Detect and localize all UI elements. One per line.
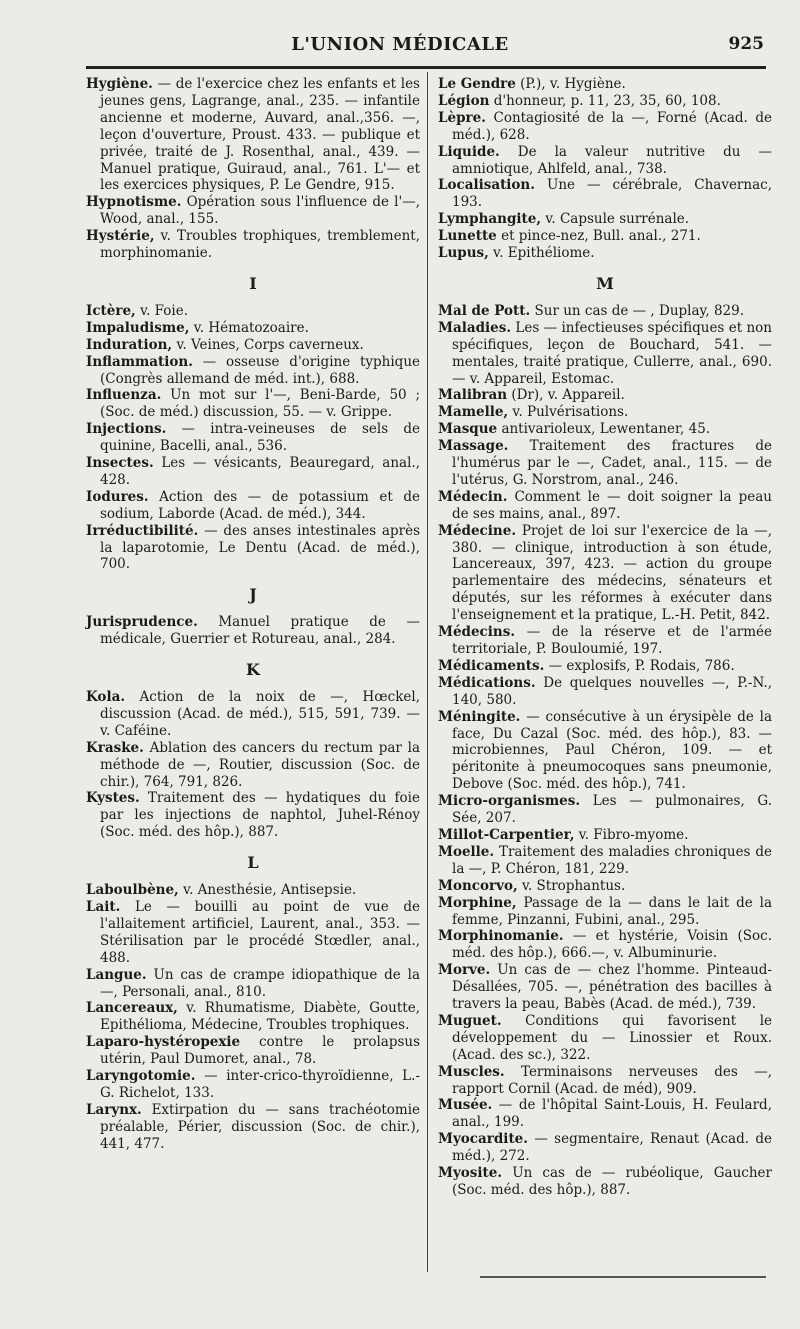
index-entry [438,658,772,675]
entry-headword: Mal de Pott. [438,302,531,319]
entry-headword: Lancereaux, [86,1000,178,1017]
index-entry [438,827,772,844]
index-entry [438,404,772,421]
entry-text: d'honneur, p. 11, 23, 35, 60, 108. [493,92,721,109]
index-entry [86,614,420,648]
entry-text: Action des — de potassium et de sodium, Laborde (Acad. de méd.), 344. [100,488,420,522]
index-entry [438,844,772,878]
entry-text: Un cas de — chez l'homme. Pinteaud-Désallées, 705. —, pénétration des bacilles à travers la peau, Babès (Acad. de méd.), 739. [452,962,772,1013]
entry-text: Un cas de — rubéolique, Gaucher (Soc. méd. des hôp.), 887. [452,1165,772,1198]
entry-headword: Moelle. [438,843,495,860]
entry-headword: Médecine. [438,522,517,539]
entry-headword: Morphine, [438,894,517,911]
header-rule [86,66,766,69]
index-entry [86,1034,420,1068]
index-entry [86,1102,420,1153]
page-number: 925 [728,34,764,54]
entry-text: — inter-crico-thyroïdienne, L.-G. Richelot, 133. [100,1068,421,1101]
index-entry [438,320,772,388]
entry-text: Le — bouilli au point de vue de l'allaitement artificiel, Laurent, anal., 353. — Stérilisation par le procédé Stœdler, anal., 488. [100,898,420,966]
entry-text: contre le prolapsus utérin, Paul Dumoret, anal., 78. [100,1034,421,1068]
entry-text: antivarioleux, Lewentaner, 45. [501,421,711,438]
index-entry [86,421,420,455]
entry-headword: Micro-organismes. [438,793,581,810]
entry-headword: Médecin. [438,488,508,505]
index-entry [86,320,420,337]
entry-text: Action de la noix de —, Hœckel, discussion (Acad. de méd.), 515, 591, 739. — v. Caféine. [100,689,420,739]
index-entry [438,303,772,320]
index-entry [438,895,772,929]
index-entry [86,194,420,228]
entry-text: v. Troubles trophiques, tremblement, morphinomanie. [100,228,420,262]
entry-headword: Légion [438,92,490,109]
index-entry [438,1013,772,1064]
entry-headword: Millot-Carpentier, [438,826,575,843]
entry-headword: Muscles. [438,1063,505,1080]
entry-text: Un cas de crampe idiopathique de la —, Personali, anal., 810. [100,966,420,1000]
entry-headword: Liquide. [438,143,500,160]
entry-headword: Laryngotomie. [86,1068,196,1085]
entry-headword: Larynx. [86,1101,142,1118]
entry-headword: Moncorvo, [438,877,518,894]
entry-text: Contagiosité de la —, Forné (Acad. de méd.), 628. [452,109,772,143]
index-entry [438,177,772,211]
entry-text: Opération sous l'influence de l'—, Wood, anal., 155. [100,194,420,228]
section-letter: I [249,273,257,293]
entry-text: Extirpation du — sans trachéotomie préalable, Périer, discussion (Soc. de chir.), 441, 477. [100,1101,421,1152]
index-entry [86,967,420,1001]
entry-headword: Lèpre. [438,109,486,126]
page-header [0,34,800,58]
entry-headword: Hypnotisme. [86,194,182,211]
entry-text: Manuel pratique de — médicale, Guerrier et Rotureau, anal., 284. [100,614,420,648]
entry-headword: Kola. [86,689,126,705]
entry-headword: Induration, [86,336,173,353]
entry-text: Conditions qui favorisent le développement du — Linossier et Roux. (Acad. des sc.), 322. [452,1012,773,1063]
entry-text: v. Foie. [140,302,189,319]
index-entry [438,76,772,93]
index-entry [86,489,420,523]
entry-text: Projet de loi sur l'exercice de la —, 380. — clinique, introduction à son étude, Lancereaux, 397, 423. — action du groupe parlementaire des médecins, sénateurs et députés, sur les réformes à exécuter dans l'enseignement et la pratique, L.-H. Petit, 842. [452,522,772,624]
index-entry [438,438,772,489]
index-entry [86,387,420,421]
entry-text: — de l'exercice chez les enfants et les jeunes gens, Lagrange, anal., 235. — infantile ancienne et moderne, Auvard, anal.,356. —, leçon d'ouverture, Proust. 433. — publique et privée, traité de J. Rosenthal, anal., 439. — Manuel pratique, Guiraud, anal., 761. L'— et les exercices physiques, P. Le Gendre, 915. [100,76,420,194]
index-entry [438,489,772,523]
entry-text: Les — vésicants, Beauregard, anal., 428. [100,455,420,488]
entry-headword: Médecins. [438,624,516,641]
entry-text: — de la réserve et de l'armée territoriale, P. Bouloumié, 197. [452,624,772,657]
entry-headword: Le Gendre [438,76,516,92]
entry-headword: Jurisprudence. [86,614,198,631]
entry-headword: Lait. [86,898,121,915]
index-entry [438,211,772,228]
entry-headword: Musée. [438,1097,493,1114]
entry-text: v. Strophantus. [521,877,626,894]
entry-headword: Langue. [86,966,147,983]
index-entry [86,228,420,262]
entry-headword: Myosite. [438,1165,503,1182]
index-entry [438,1097,772,1131]
entry-headword: Lymphangite, [438,211,542,228]
section-letter: K [246,660,260,680]
entry-headword: Injections. [86,421,167,438]
entry-headword: Irréductibilité. [86,522,199,539]
index-entry [86,354,420,388]
entry-text: De quelques nouvelles —, P.-N., 140, 580. [452,674,772,708]
index-entry [438,144,772,178]
index-entry [438,110,772,144]
index-entry [438,387,772,404]
section-letter: M [596,273,614,293]
index-entry [86,1068,420,1102]
entry-text: Terminaisons nerveuses des —, rapport Cornil (Acad. de méd), 909. [452,1063,772,1097]
entry-headword: Morphinomanie. [438,928,564,945]
entry-headword: Masque [438,421,498,438]
entry-text: v. Anesthésie, Antisepsie. [183,882,357,899]
entry-text: Ablation des cancers du rectum par la méthode de —, Routier, discussion (Soc. de chir.), 764, 791, 826. [100,739,421,790]
index-entry [86,790,420,841]
entry-headword: Muguet. [438,1012,502,1029]
index-entry [438,675,772,709]
column-divider [427,72,428,1272]
left-column [86,76,420,1153]
entry-text: v. Rhumatisme, Diabète, Goutte, Epithélioma, Médecine, Troubles trophiques. [100,1000,420,1034]
index-entry [86,899,420,967]
index-entry [86,303,420,320]
entry-headword: Malibran [438,387,508,404]
entry-text: Les — infectieuses spécifiques et non spécifiques, leçon de Bouchard, 541. — mentales, traité pratique, Cullerre, anal., 690. — v. Appareil, Estomac. [452,319,772,387]
entry-text: v. Hématozoaire. [193,319,309,336]
entry-text: (Dr), v. Appareil. [511,387,625,404]
entry-text: Les — pulmonaires, G. Sée, 207. [452,793,772,827]
entry-text: Un mot sur l'—, Beni-Barde, 50 ; (Soc. de méd.) discussion, 55. — v. Grippe. [100,387,421,421]
entry-headword: Inflammation. [86,353,193,370]
index-entry [86,523,420,574]
entry-headword: Laboulbène, [86,882,179,899]
entry-headword: Kystes. [86,790,140,807]
entry-text: Traitement des fractures de l'humérus par le —, Cadet, anal., 115. — de l'utérus, G. Norstrom, anal., 246. [452,438,772,488]
entry-text: — de l'hôpital Saint-Louis, H. Feulard, anal., 199. [452,1097,772,1131]
index-entry [438,523,772,624]
entry-text: Passage de la — dans le lait de la femme, Pinzanni, Fubini, anal., 295. [452,894,772,928]
index-entry [438,624,772,658]
entry-headword: Myocardite. [438,1131,528,1148]
entry-headword: Méningite. [438,708,521,725]
section-letter: J [249,585,257,605]
index-entry [438,228,772,245]
index-entry [438,1131,772,1165]
entry-headword: Lupus, [438,245,489,262]
entry-headword: Médications. [438,674,536,691]
entry-text: (P.), v. Hygiène. [520,76,626,92]
index-entry [438,878,772,895]
index-entry [86,455,420,489]
entry-headword: Ictère, [86,302,136,319]
footer-rule [480,1276,766,1278]
entry-headword: Insectes. [86,455,154,472]
entry-headword: Laparo-hystéropexie [86,1034,241,1051]
entry-text: — segmentaire, Renaut (Acad. de méd.), 272. [452,1131,772,1165]
entry-text: — consécutive à un érysipèle de la face, Du Cazal (Soc. méd. des hôp.), 83. — microbiennes, Paul Chéron, 109. — et péritonite à pneumocoques sans pneumonie, Debove (Soc. méd. des hôp.), 741. [452,708,772,793]
entry-headword: Maladies. [438,319,512,336]
index-entry [86,740,420,791]
entry-headword: Médicaments. [438,657,545,674]
index-entry [438,962,772,1013]
entry-text: — et hystérie, Voisin (Soc. méd. des hôp.), 666.—, v. Albuminurie. [452,928,773,962]
entry-headword: Hygiène. [86,76,153,92]
index-entry [86,882,420,899]
entry-headword: Influenza. [86,387,162,404]
section-letter: L [247,853,259,873]
entry-headword: Lunette [438,228,497,245]
entry-text: v. Veines, Corps caverneux. [176,336,364,353]
entry-headword: Kraske. [86,739,144,756]
entry-text: — des anses intestinales après la laparotomie, Le Dentu (Acad. de méd.), 700. [100,522,420,573]
entry-headword: Impaludisme, [86,319,190,336]
index-entry [438,245,772,262]
index-entry [86,689,420,740]
index-entry [86,1000,420,1034]
index-entry [438,1165,772,1199]
entry-text: v. Epithéliome. [493,245,595,262]
entry-text: Traitement des maladies chroniques de la —, P. Chéron, 181, 229. [452,843,772,877]
entry-text: — osseuse d'origine typhique (Congrès allemand de méd. int.), 688. [100,353,421,387]
entry-headword: Localisation. [438,177,535,194]
index-entry [438,421,772,438]
right-column [438,76,772,1199]
entry-text: v. Capsule surrénale. [545,211,690,228]
entry-text: v. Fibro-myome. [578,826,689,843]
entry-text: et pince-nez, Bull. anal., 271. [501,228,701,245]
entry-headword: Mamelle, [438,404,509,421]
entry-text: v. Pulvérisations. [512,404,629,421]
entry-text: Comment le — doit soigner la peau de ses mains, anal., 897. [452,488,772,522]
entry-text: Une — cérébrale, Chavernac, 193. [452,177,772,211]
index-entry [438,793,772,827]
entry-text: — explosifs, P. Rodais, 786. [548,657,735,674]
entry-text: Sur un cas de — , Duplay, 829. [534,302,745,319]
index-entry [438,93,772,110]
entry-headword: Morve. [438,962,491,979]
index-entry [438,709,772,794]
running-title: L'UNION MÉDICALE [291,34,509,55]
entry-text: Traitement des — hydatiques du foie par les injections de naphtol, Juhel-Rénoy (Soc. méd. des hôp.), 887. [100,790,420,841]
entry-headword: Massage. [438,438,509,455]
index-entry [438,1064,772,1098]
entry-headword: Iodures. [86,488,149,505]
index-entry [86,337,420,354]
index-entry [438,928,772,962]
entry-headword: Hystérie, [86,228,155,245]
index-entry [86,76,420,194]
entry-text: — intra-veineuses de sels de quinine, Bacelli, anal., 536. [100,421,421,455]
entry-text: De la valeur nutritive du — amniotique, Ahlfeld, anal., 738. [452,143,772,177]
